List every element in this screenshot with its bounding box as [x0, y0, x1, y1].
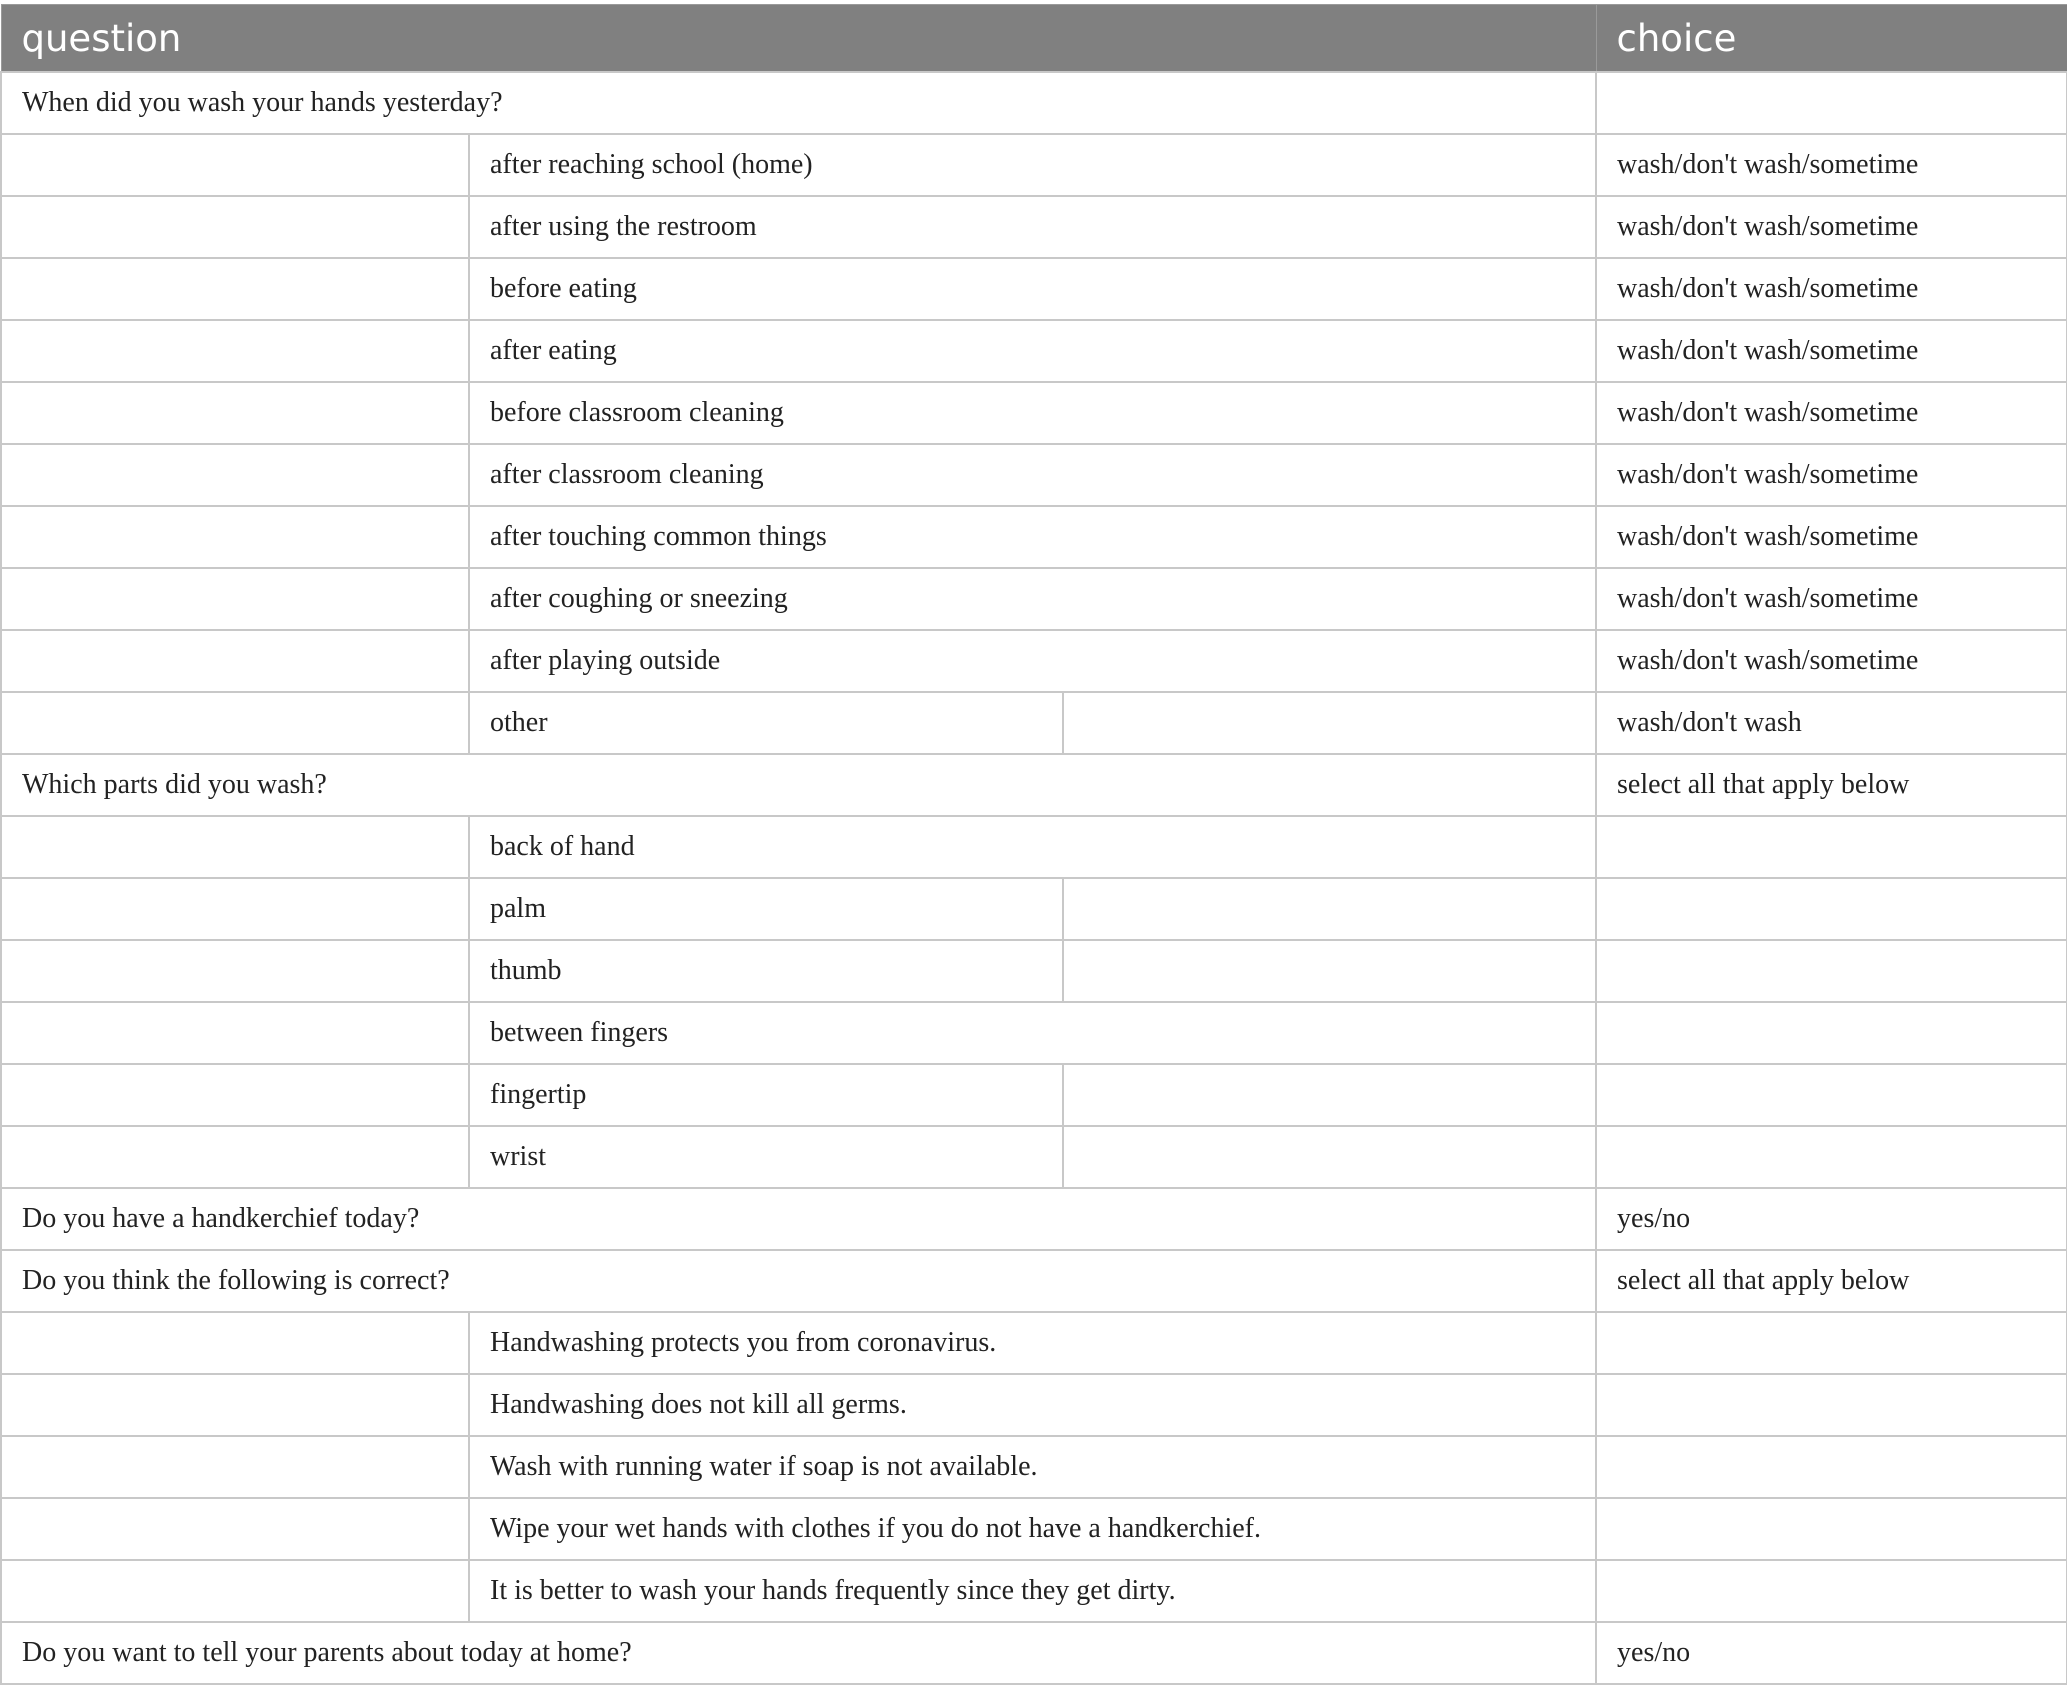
sub-item-text: Wipe your wet hands with clothes if you do not have a handkerchief.: [469, 1498, 1596, 1560]
indent-cell: [1, 568, 469, 630]
question-text: Do you have a handkerchief today?: [1, 1188, 1596, 1250]
choice-cell: [1596, 1436, 2067, 1498]
indent-cell: [1, 196, 469, 258]
choice-cell: yes/no: [1596, 1188, 2067, 1250]
indent-cell: [1, 444, 469, 506]
column-header-question: question: [1, 5, 1596, 73]
sub-item-row: [1, 1498, 2067, 1560]
choice-cell: wash/don't wash/sometime: [1596, 444, 2067, 506]
sub-item-text: palm: [469, 878, 1063, 940]
sub-item-text: Wash with running water if soap is not available.: [469, 1436, 1596, 1498]
sub-item-row: [1, 816, 2067, 878]
sub-item-text: other: [469, 692, 1063, 754]
indent-cell: [1, 1002, 469, 1064]
question-row: [1, 754, 2067, 816]
choice-cell: [1596, 816, 2067, 878]
survey-table: [0, 4, 2067, 1685]
sub-item-text: Handwashing does not kill all germs.: [469, 1374, 1596, 1436]
question-row: [1, 1250, 2067, 1312]
sub-item-row: [1, 1002, 2067, 1064]
choice-cell: wash/don't wash/sometime: [1596, 134, 2067, 196]
sub-item-text: back of hand: [469, 816, 1596, 878]
sub-item-row: [1, 506, 2067, 568]
sub-item-text: fingertip: [469, 1064, 1063, 1126]
choice-cell: wash/don't wash/sometime: [1596, 568, 2067, 630]
indent-cell: [1, 816, 469, 878]
question-row: [1, 1622, 2067, 1684]
sub-item-text: It is better to wash your hands frequently since they get dirty.: [469, 1560, 1596, 1622]
choice-cell: wash/don't wash/sometime: [1596, 506, 2067, 568]
indent-cell: [1, 878, 469, 940]
sub-item-row: [1, 1126, 2067, 1188]
sub-item-row: [1, 320, 2067, 382]
indent-cell: [1, 134, 469, 196]
sub-item-row: [1, 630, 2067, 692]
sub-item-text: after playing outside: [469, 630, 1596, 692]
column-header-choice: choice: [1596, 5, 2067, 73]
indent-cell: [1, 1560, 469, 1622]
sub-item-row: [1, 444, 2067, 506]
choice-cell: [1596, 1002, 2067, 1064]
question-text: Do you want to tell your parents about today at home?: [1, 1622, 1596, 1684]
sub-item-row: [1, 258, 2067, 320]
choice-cell: [1596, 1064, 2067, 1126]
sub-item-row: [1, 1064, 2067, 1126]
sub-item-row: [1, 196, 2067, 258]
choice-cell: select all that apply below: [1596, 1250, 2067, 1312]
indent-cell: [1, 1436, 469, 1498]
choice-cell: wash/don't wash: [1596, 692, 2067, 754]
choice-cell: [1596, 1126, 2067, 1188]
sub-item-text: between fingers: [469, 1002, 1596, 1064]
choice-cell: wash/don't wash/sometime: [1596, 320, 2067, 382]
table-header: [1, 5, 2067, 73]
sub-item-row: [1, 692, 2067, 754]
question-row: [1, 1188, 2067, 1250]
sub-item-row: [1, 1436, 2067, 1498]
blank-cell: [1063, 1064, 1596, 1126]
sub-item-text: after classroom cleaning: [469, 444, 1596, 506]
sub-item-text: wrist: [469, 1126, 1063, 1188]
choice-cell: select all that apply below: [1596, 754, 2067, 816]
question-text: Do you think the following is correct?: [1, 1250, 1596, 1312]
sub-item-text: before eating: [469, 258, 1596, 320]
choice-cell: wash/don't wash/sometime: [1596, 196, 2067, 258]
indent-cell: [1, 382, 469, 444]
question-row: [1, 72, 2067, 134]
indent-cell: [1, 258, 469, 320]
sub-item-row: [1, 940, 2067, 1002]
sub-item-row: [1, 568, 2067, 630]
sub-item-text: after using the restroom: [469, 196, 1596, 258]
header-row: [1, 5, 2067, 73]
choice-cell: [1596, 1560, 2067, 1622]
indent-cell: [1, 506, 469, 568]
choice-cell: [1596, 72, 2067, 134]
question-text: When did you wash your hands yesterday?: [1, 72, 1596, 134]
blank-cell: [1063, 940, 1596, 1002]
choice-cell: wash/don't wash/sometime: [1596, 258, 2067, 320]
choice-cell: [1596, 878, 2067, 940]
indent-cell: [1, 320, 469, 382]
indent-cell: [1, 1126, 469, 1188]
indent-cell: [1, 1312, 469, 1374]
indent-cell: [1, 630, 469, 692]
sub-item-text: after touching common things: [469, 506, 1596, 568]
choice-cell: [1596, 1498, 2067, 1560]
blank-cell: [1063, 692, 1596, 754]
sub-item-text: after coughing or sneezing: [469, 568, 1596, 630]
sub-item-row: [1, 134, 2067, 196]
sub-item-text: before classroom cleaning: [469, 382, 1596, 444]
sub-item-row: [1, 878, 2067, 940]
sub-item-row: [1, 1312, 2067, 1374]
indent-cell: [1, 692, 469, 754]
choice-cell: [1596, 940, 2067, 1002]
sub-item-text: after eating: [469, 320, 1596, 382]
sub-item-text: after reaching school (home): [469, 134, 1596, 196]
choice-cell: wash/don't wash/sometime: [1596, 630, 2067, 692]
indent-cell: [1, 1064, 469, 1126]
sub-item-text: thumb: [469, 940, 1063, 1002]
indent-cell: [1, 940, 469, 1002]
question-text: Which parts did you wash?: [1, 754, 1596, 816]
sub-item-text: Handwashing protects you from coronavirus.: [469, 1312, 1596, 1374]
blank-cell: [1063, 1126, 1596, 1188]
sub-item-row: [1, 382, 2067, 444]
indent-cell: [1, 1498, 469, 1560]
choice-cell: wash/don't wash/sometime: [1596, 382, 2067, 444]
indent-cell: [1, 1374, 469, 1436]
choice-cell: [1596, 1312, 2067, 1374]
choice-cell: [1596, 1374, 2067, 1436]
choice-cell: yes/no: [1596, 1622, 2067, 1684]
sub-item-row: [1, 1374, 2067, 1436]
blank-cell: [1063, 878, 1596, 940]
table-body: [1, 72, 2067, 1684]
sub-item-row: [1, 1560, 2067, 1622]
